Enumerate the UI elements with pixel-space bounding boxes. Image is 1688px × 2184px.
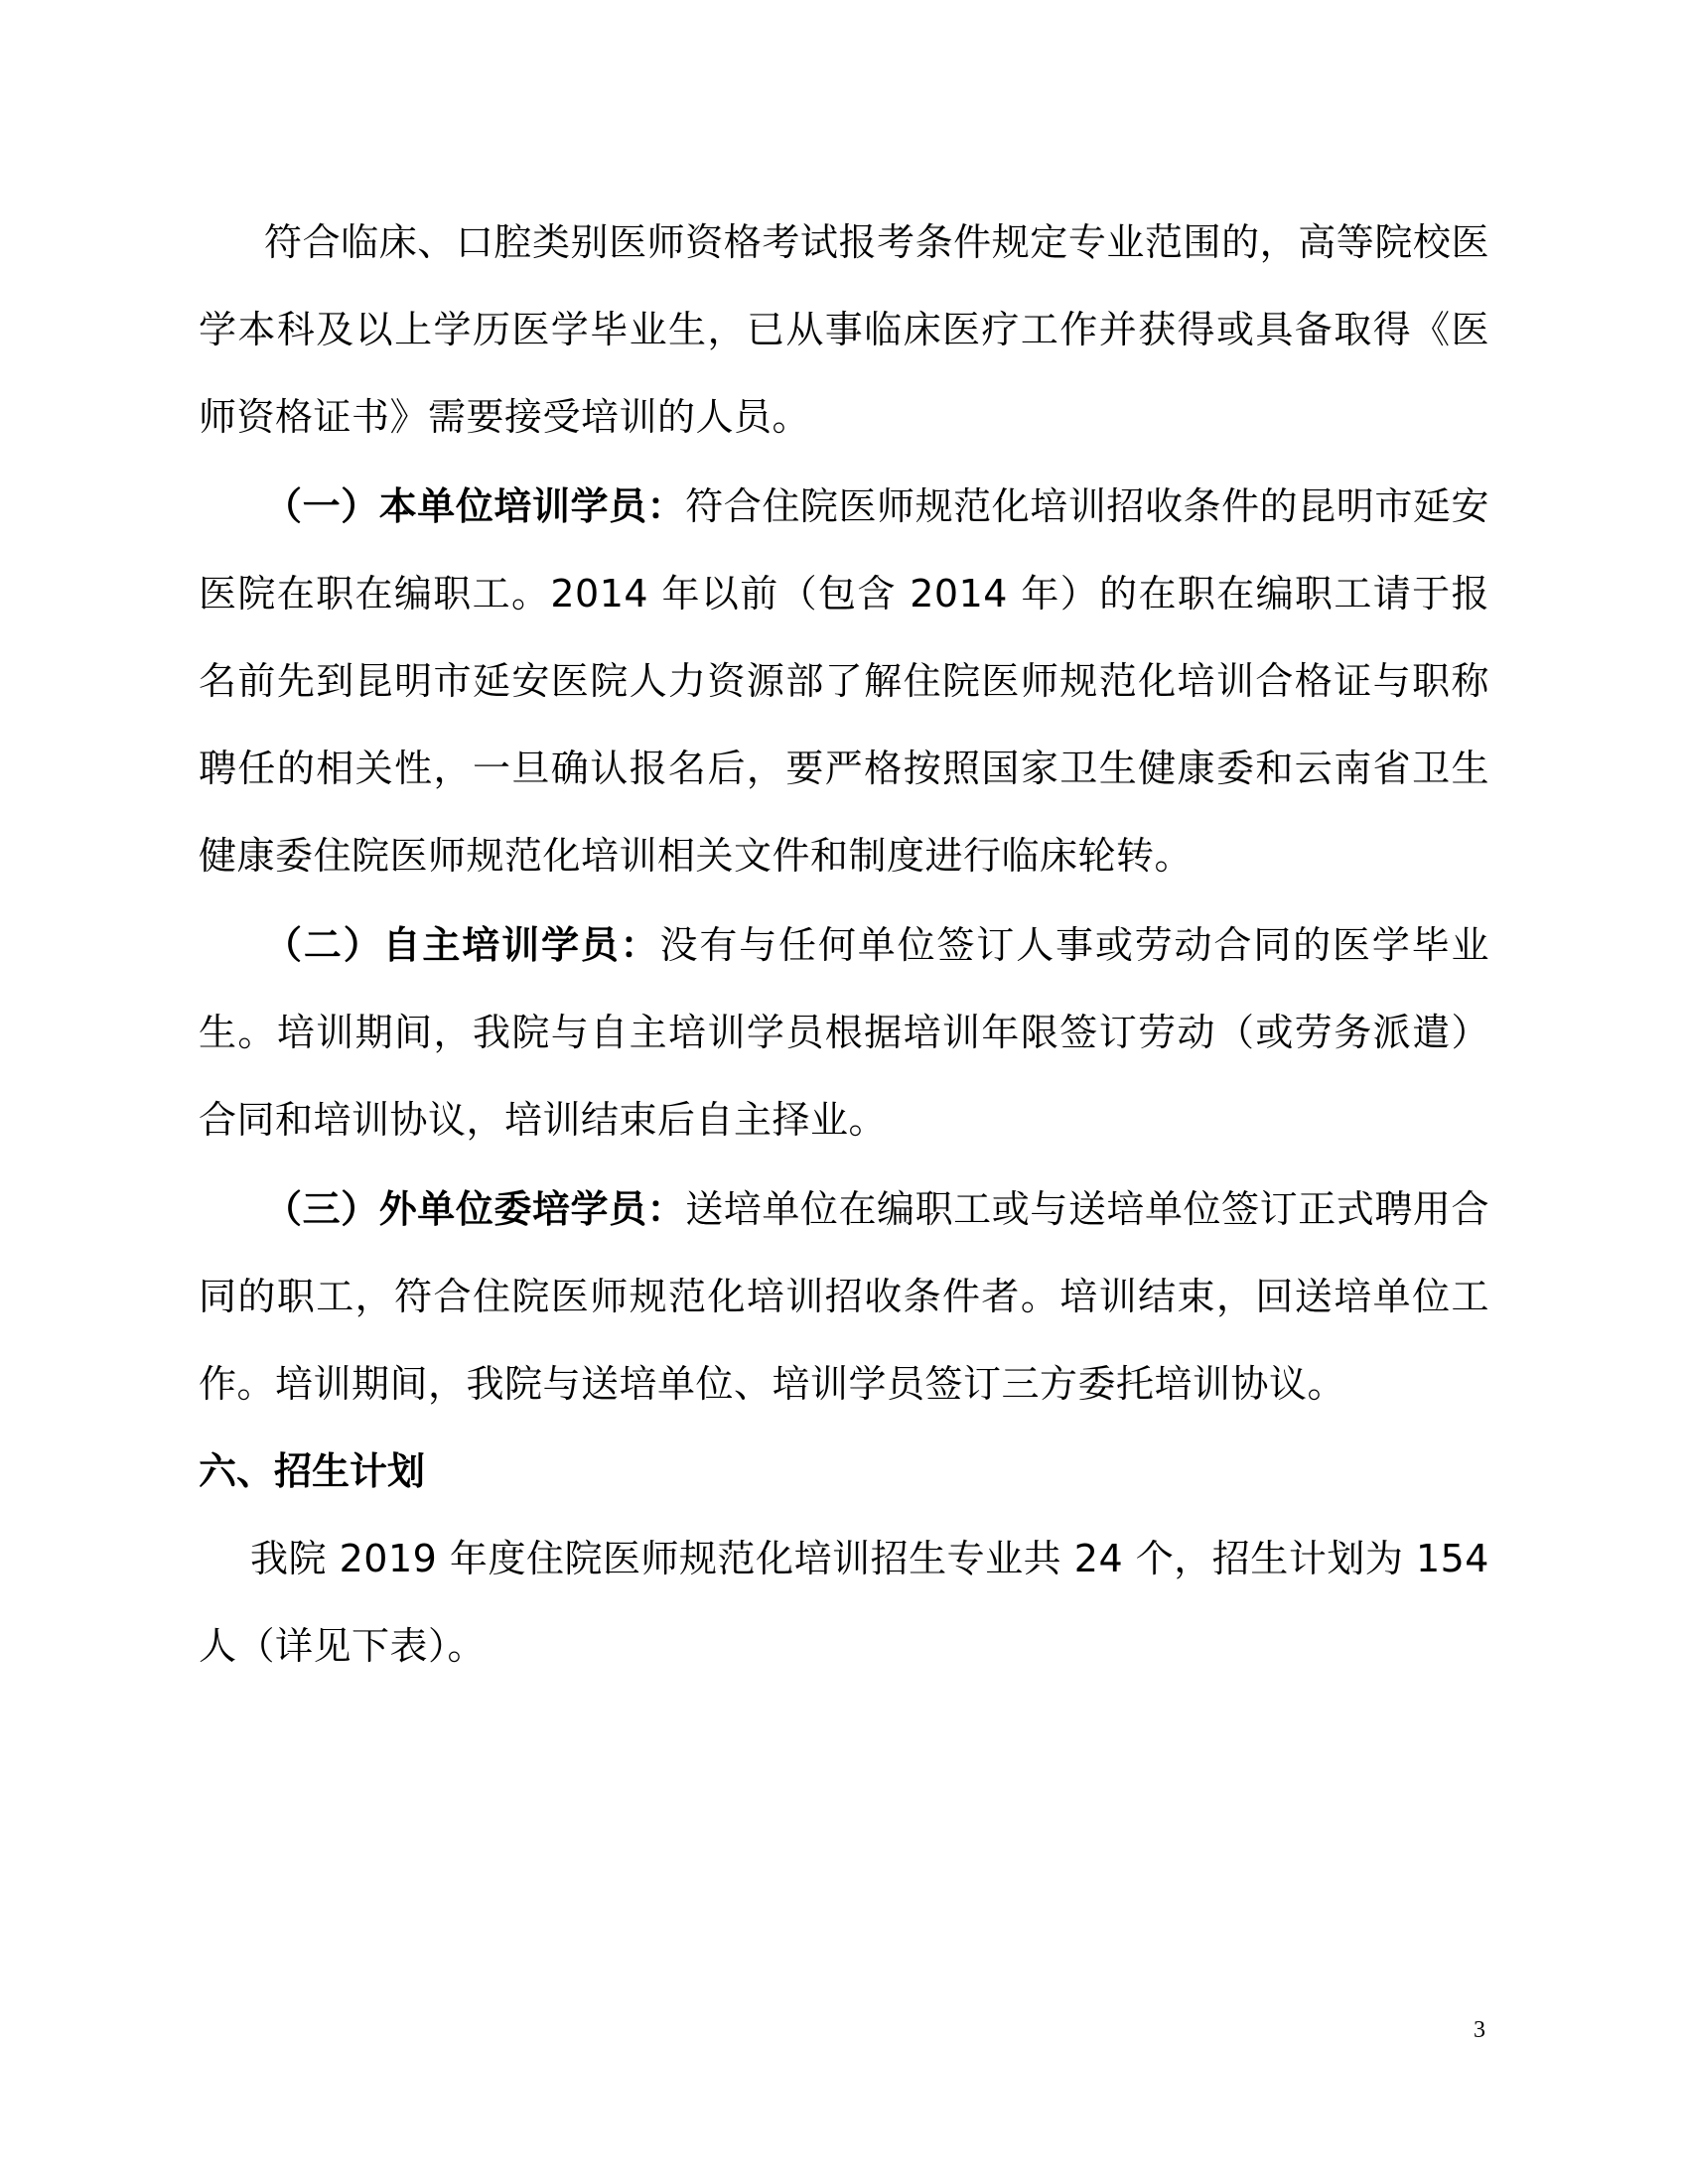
section-heading-enrollment-plan: 六、招生计划 — [199, 1449, 426, 1493]
section-2-text: 没有与任何单位签订人事或劳动合同的医学毕业生。培训期间，我院与自主培训学员根据培训年限签订劳动（或劳务派遣）合同和培训协议，培训结束后自主择业。 — [199, 923, 1489, 1142]
section-1-label: （一）本单位培训学员： — [264, 484, 686, 528]
intro-paragraph: 符合临床、口腔类别医师资格考试报考条件规定专业范围的，高等院校医学本科及以上学历医学毕业生，已从事临床医疗工作并获得或具备取得《医师资格证书》需要接受培训的人员。 — [199, 220, 1489, 439]
section-2-label: （二）自主培训学员： — [264, 923, 660, 967]
section-1-paragraph — [199, 463, 1489, 899]
section-2-paragraph — [199, 901, 1489, 1163]
enrollment-plan-paragraph: 我院 2019 年度住院医师规范化培训招生专业共 24 个，招生计划为 154 人（详见下表）。 — [199, 1537, 1489, 1668]
document-body — [199, 199, 1489, 1690]
page-number: 3 — [1474, 2017, 1485, 2043]
section-3-label: （三）外单位委培学员： — [264, 1187, 686, 1231]
section-3-text: 送培单位在编职工或与送培单位签订正式聘用合同的职工，符合住院医师规范化培训招收条件者。培训结束，回送培单位工作。培训期间，我院与送培单位、培训学员签订三方委托培训协议。 — [199, 1187, 1489, 1406]
section-1-text: 符合住院医师规范化培训招收条件的昆明市延安医院在职在编职工。2014 年以前（包含 2014 年）的在职在编职工请于报名前先到昆明市延安医院人力资源部了解住院医师规范化培训合格证与职称聘任的相关性，一旦确认报名后，要严格按照国家卫生健康委和云南省卫生健康委住院医师规范化培训相关文件和制度进行临床轮转。 — [199, 484, 1489, 878]
section-3-paragraph — [199, 1165, 1489, 1428]
